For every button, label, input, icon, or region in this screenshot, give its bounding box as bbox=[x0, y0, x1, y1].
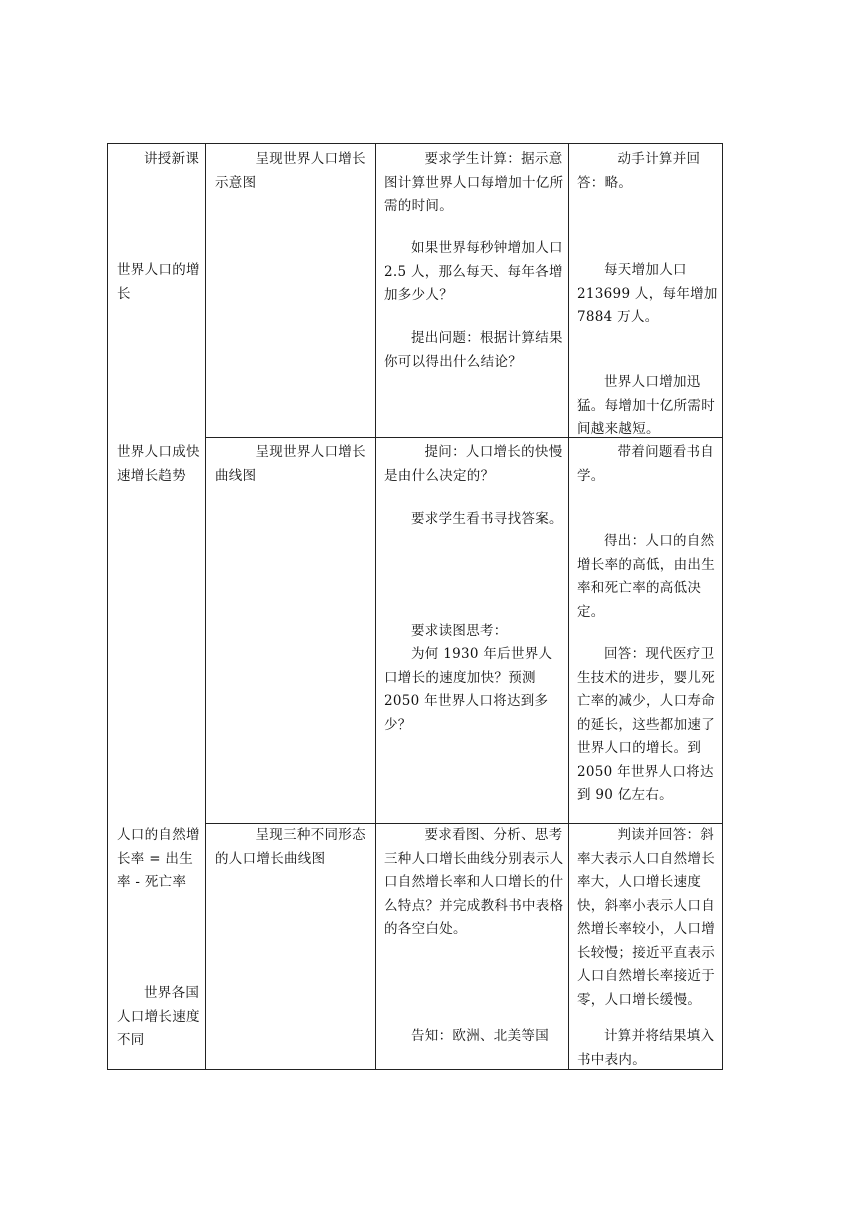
row1-student-answer-3: 世界人口增加迅猛。每增加十亿所需时间越来越短。 bbox=[577, 374, 715, 437]
topic-population-growth: 世界人口的增长 bbox=[117, 262, 200, 302]
row2-student-answer-3: 回答：现代医疗卫生技术的进步，婴儿死亡率的减少，人口寿命的延长，这些都加速了世界人口的增长。到 2050 年世界人口将达到 90 亿左右。 bbox=[577, 646, 715, 803]
row1-teacher-task-3: 提出问题：根据计算结果你可以得出什么结论？ bbox=[384, 330, 563, 370]
topic-teach-new: 讲授新课 bbox=[144, 151, 200, 167]
column-divider bbox=[205, 144, 206, 1069]
column-divider bbox=[568, 144, 569, 1069]
column-divider bbox=[375, 144, 376, 1069]
topic-rapid-trend: 世界人口成快速增长趋势 bbox=[117, 444, 200, 484]
row3-student-answer-1: 判读并回答：斜率大表示人口自然增长率大，人口增长速度快，斜率小表示人口自然增长率较小，人口增长较慢；接近平直表示人口自然增长率接近于零，人口增长缓慢。 bbox=[577, 827, 715, 1008]
row1-media: 呈现世界人口增长示意图 bbox=[215, 151, 366, 191]
row2-teacher-task-1: 提问：人口增长的快慢是由什么决定的？ bbox=[384, 444, 563, 484]
topic-natural-growth-rate: 人口的自然增长率 = 出生率 - 死亡率 bbox=[117, 827, 200, 890]
lesson-plan-table bbox=[107, 143, 723, 1070]
row1-teacher-task-2: 如果世界每秒钟增加人口 2.5 人，那么每天、每年各增加多少人？ bbox=[384, 240, 563, 303]
row3-teacher-task-2: 告知：欧洲、北美等国 bbox=[411, 1028, 549, 1044]
row1-student-answer-1: 动手计算并回答：略。 bbox=[577, 151, 701, 191]
row3-media: 呈现三种不同形态的人口增长曲线图 bbox=[215, 827, 366, 867]
row2-student-answer-2: 得出：人口的自然增长率的高低，由出生率和死亡率的高低决定。 bbox=[577, 533, 715, 620]
topic-country-speed: 世界各国人口增长速度不同 bbox=[117, 985, 200, 1048]
row2-teacher-task-3: 要求读图思考： bbox=[411, 623, 508, 639]
row1-teacher-task-1: 要求学生计算：据示意图计算世界人口每增加十亿所需的时间。 bbox=[384, 151, 564, 214]
row3-teacher-task-1: 要求看图、分析、思考三种人口增长曲线分别表示人口自然增长率和人口增长的什么特点？并完成教科书中表格的各空白处。 bbox=[384, 827, 564, 937]
row1-student-answer-2: 每天增加人口213699 人，每年增加7884 万人。 bbox=[577, 262, 718, 325]
row2-media: 呈现世界人口增长曲线图 bbox=[215, 444, 366, 484]
row3-student-answer-2: 计算并将结果填入书中表内。 bbox=[577, 1028, 715, 1068]
row2-student-answer-1: 带着问题看书自学。 bbox=[577, 444, 715, 484]
row2-teacher-task-2: 要求学生看书寻找答案。 bbox=[411, 511, 563, 527]
row2-teacher-task-4: 为何 1930 年后世界人口增长的速度加快？预测 2050 年世界人口将达到多少？ bbox=[384, 646, 553, 733]
